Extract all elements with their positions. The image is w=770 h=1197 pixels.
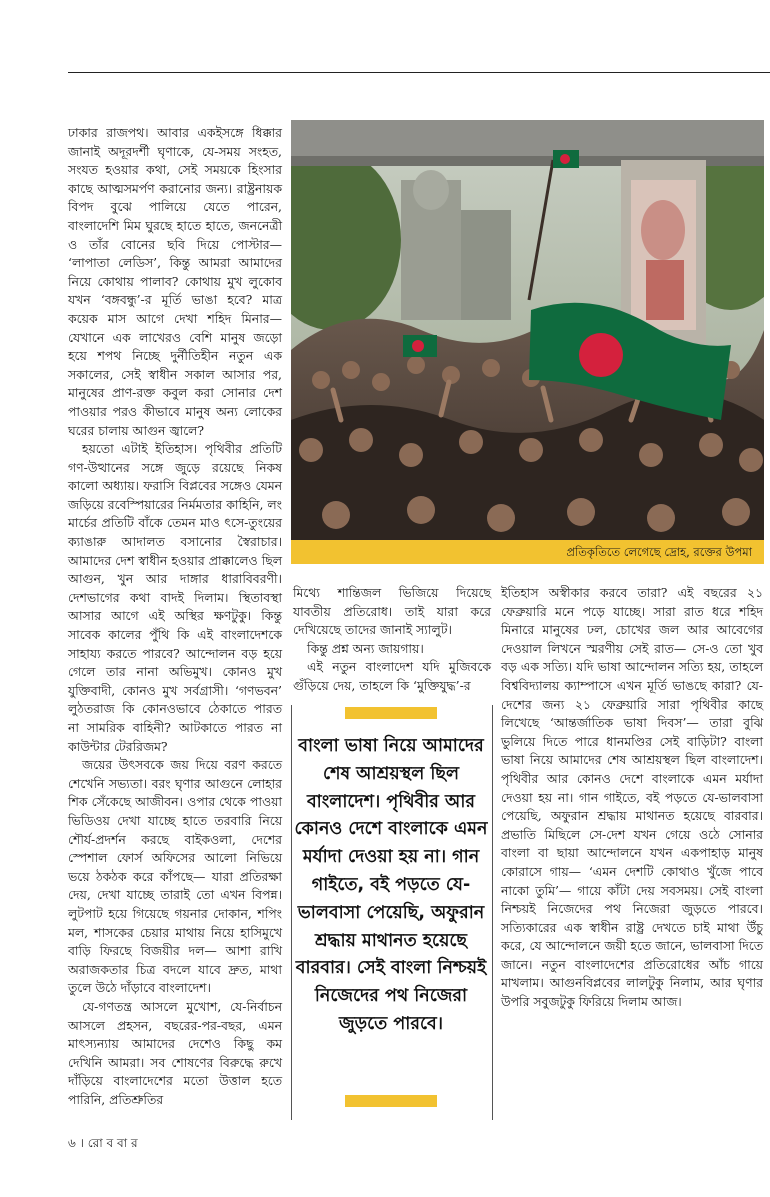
pull-quote bbox=[293, 705, 489, 1120]
column-divider bbox=[492, 705, 493, 1120]
article-column-right bbox=[501, 584, 763, 1012]
photo-caption: প্রতিকৃতিতে লেগেছে দ্রোহ, রক্তের উপমা bbox=[566, 545, 752, 559]
paragraph: ইতিহাস অস্বীকার করবে তারা? এই বছরের ২১ ফেব্রুয়ারি মনে পড়ে যাচ্ছে। সারা রাত ধরে শহিদ মিনারে মানুষের ঢল, চোখের জল আর আবেগের দেওয়াল লিখনে স্মরণীয় সেই রাত— সে-ও তো খুব বড় এক সত্যি। যদি ভাষা আন্দোলন সত্যি হয়, তাহলে বিশ্ববিদ্যালয় ক্যাম্পাসে এখন মূর্তি ভাঙছে কারা? যে-দেশের জন্য ২১ ফেব্রুয়ারি সারা পৃথিবীর কাছে লিখেছে ‘আন্তর্জাতিক ভাষা দিবস’— তারা বুঝি ভুলিয়ে দিতে পারে ধানমণ্ডির সেই বাড়িটা? বাংলা ভাষা নিয়ে আমাদের শেষ আশ্রয়স্থল ছিল বাংলাদেশ। পৃথিবীর আর কোনও দেশে বাংলাকে এমন মর্যাদা দেওয়া হয় না। গান গাইতে, বই পড়তে যে-ভালবাসা পেয়েছি, অফুরান শ্রদ্ধায় মাথানত হয়েছে বারবার। প্রভাতি মিছিলে সে-দেশ যখন গেয়ে ওঠে সোনার বাংলা বা ছায়া আন্দোলনে যখন একপাহাড় মানুষ কোরাসে গায়— ‘এমন দেশটি কোথাও খুঁজে পাবে নাকো তুমি’— গায়ে কাঁটা দেয় সবসময়। সেই বাংলা নিশ্চয়ই নিজেদের পথ নিজেরা জুড়তে পারবে। সত্যিকারের এক স্বাধীন রাষ্ট্র দেখতে চাই মাথা উঁচু করে, যে আন্দোলনে জয়ী হতে জানে, ভালবাসা দিতে জানে। নতুন বাংলাদেশের প্রতিরোধের আঁচ গায়ে মাখলাম। আগুনবিপ্লবের লালটুকু নিলাম, আর ঘৃণার উপরি সবুজটুকু ফিরিয়ে দিলাম আজ। bbox=[501, 585, 763, 1010]
paragraph: জয়ের উৎসবকে জয় দিয়ে বরণ করতে শেখেনি সভ্যতা। বরং ঘৃণার আগুনে লোহার শিক সেঁকেছে আজীবন। ওপার থেকে পাওয়া ভিডিওয় দেখা যাচ্ছে হাতে তরবারি নিয়ে শৌর্য-প্রদর্শন করছে বাইকওলা, দেশের স্পেশাল ফোর্স অফিসের আলো নিভিয়ে ভয়ে ঠকঠক করে কাঁপছে— যারা প্রতিরক্ষা দেয়, দেখা যাচ্ছে তারাই তো এখন বিপন্ন। লুটপাট হয়ে গিয়েছে গয়নার দোকান, শপিং মল, শাসকের চেয়ার মাথায় নিয়ে হাসিমুখে বাড়ি ফিরছে বিজয়ীর দল— আশা রাখি অরাজকতার চিত্র বদলে যাবে দ্রুত, মাথা তুলে উঠে দাঁড়াবে বাংলাদেশ। bbox=[68, 757, 282, 996]
paragraph: হয়তো এটাই ইতিহাস। পৃথিবীর প্রতিটি গণ-উত্থানের সঙ্গে জুড়ে রয়েছে নিকষ কালো অধ্যায়। ফরাসি বিপ্লবের সঙ্গেও যেমন জড়িয়ে রবেস্পিয়ারের নির্মমতার কাহিনি, লং মার্চের প্রতিটি বাঁকে তেমন মাও ৎসে-তুংয়ের ক্যাঙারু আদালত বসানোর স্বৈরাচার। আমাদের দেশ স্বাধীন হওয়ার প্রাক্কালেও ছিল আগুন, খুন আর দাঙ্গার ধারাবিবরণী। দেশভাগের কথা বাদই দিলাম। স্থিতাবস্থা আসার আগে এই অস্থির ক্ষণটুকু। কিন্তু সাবেক কালের পুঁথি কি এই বাংলাদেশকে সাহায্য করতে পারবে? আন্দোলন বড় হয়ে গেলে তার নানা অভিমুখ। কোনও মুখ যুক্তিবাদী, কোনও মুখ সর্বগ্রাসী। ‘গণভবন’ লুঠতরাজ কি কোনওভাবে ঠেকাতে পারত না সামরিক বাহিনী? আটকাতে পারত না কাউন্টার টেররিজম? bbox=[68, 441, 282, 754]
photo-caption-bar bbox=[291, 540, 764, 564]
article-column-middle bbox=[293, 584, 491, 696]
pull-quote-bar-bottom bbox=[345, 1095, 437, 1107]
paragraph: ঢাকার রাজপথ। আবার একইসঙ্গে ধিক্কার জানাই অদূরদর্শী ঘৃণাকে, যে-সময় সংহত, সংযত হওয়ার কথা, সেই সময়কে হিংসার কাছে আত্মসমর্পণ করানোর জন্য। রাষ্ট্রনায়ক বিপদ বুঝে পালিয়ে যেতে পারেন, বাংলাদেশি মিম ঘুরছে হাতে হাতে, জননেত্রী ও তাঁর বোনের ছবি দিয়ে পোস্টার— ‘লাপাতা লেডিস’, কিন্তু আমরা আমাদের নিয়ে কোথায় পালাব? কোথায় মুখ লুকোব যখন ‘বঙ্গবন্ধু’-র মূর্তি ভাঙা হবে? মাত্র কয়েক মাস আগে দেখা শহিদ মিনার— যেখানে এক লাখেরও বেশি মানুষ জড়ো হয়ে শপথ নিচ্ছে দুর্নীতিহীন নতুন এক সকালের, সেই স্বাধীন সকাল আসার পর, মানুষের প্রাণ-রক্ত কবুল করা সোনার দেশ পাওয়ার পরও কীভাবে মানুষ অন্য লোকের ঘরের চালায় আগুন জ্বালে? bbox=[68, 125, 282, 438]
protest-photo bbox=[291, 120, 764, 540]
column-divider bbox=[291, 705, 292, 1120]
pull-quote-text: বাংলা ভাষা নিয়ে আমাদের শেষ আশ্রয়স্থল ছিল বাংলাদেশ। পৃথিবীর আর কোনও দেশে বাংলাকে এমন মর্যাদা দেওয়া হয় না। গান গাইতে, বই পড়তে যে-ভালবাসা পেয়েছি, অফুরান শ্রদ্ধায় মাথানত হয়েছে বারবার। সেই বাংলা নিশ্চয়ই নিজেদের পথ নিজেরা জুড়তে পারবে। bbox=[294, 736, 488, 1034]
pull-quote-bar-top bbox=[345, 707, 437, 719]
article-column-left bbox=[68, 124, 282, 1109]
header-rule bbox=[68, 72, 770, 73]
paragraph: এই নতুন বাংলাদেশ যদি মুজিবকে গুঁড়িয়ে দেয়, তাহলে কি ‘মুক্তিযুদ্ধ’-র bbox=[293, 659, 491, 693]
page-footer: ৬ । রো ব বা র bbox=[68, 1136, 138, 1150]
paragraph: কিন্তু প্রশ্ন অন্য জায়গায়। bbox=[307, 640, 424, 656]
paragraph: যে-গণতন্ত্র আসলে মুখোশ, যে-নির্বাচন আসলে প্রহসন, বছরের-পর-বছর, এমন মাৎস্যন্যায় আমাদের দেশেও কিছু কম দেখিনি আমরা। সব শোষণের বিরুদ্ধে রুখে দাঁড়িয়ে বাংলাদেশের মতো উত্তাল হতে পারিনি, প্রতিশ্রুতির bbox=[68, 998, 282, 1107]
paragraph: মিথ্যে শান্তিজল ভিজিয়ে দিয়েছে যাবতীয় প্রতিরোধ। তাই যারা করে দেখিয়েছে তাদের জানাই স্যালুট। bbox=[293, 585, 491, 638]
